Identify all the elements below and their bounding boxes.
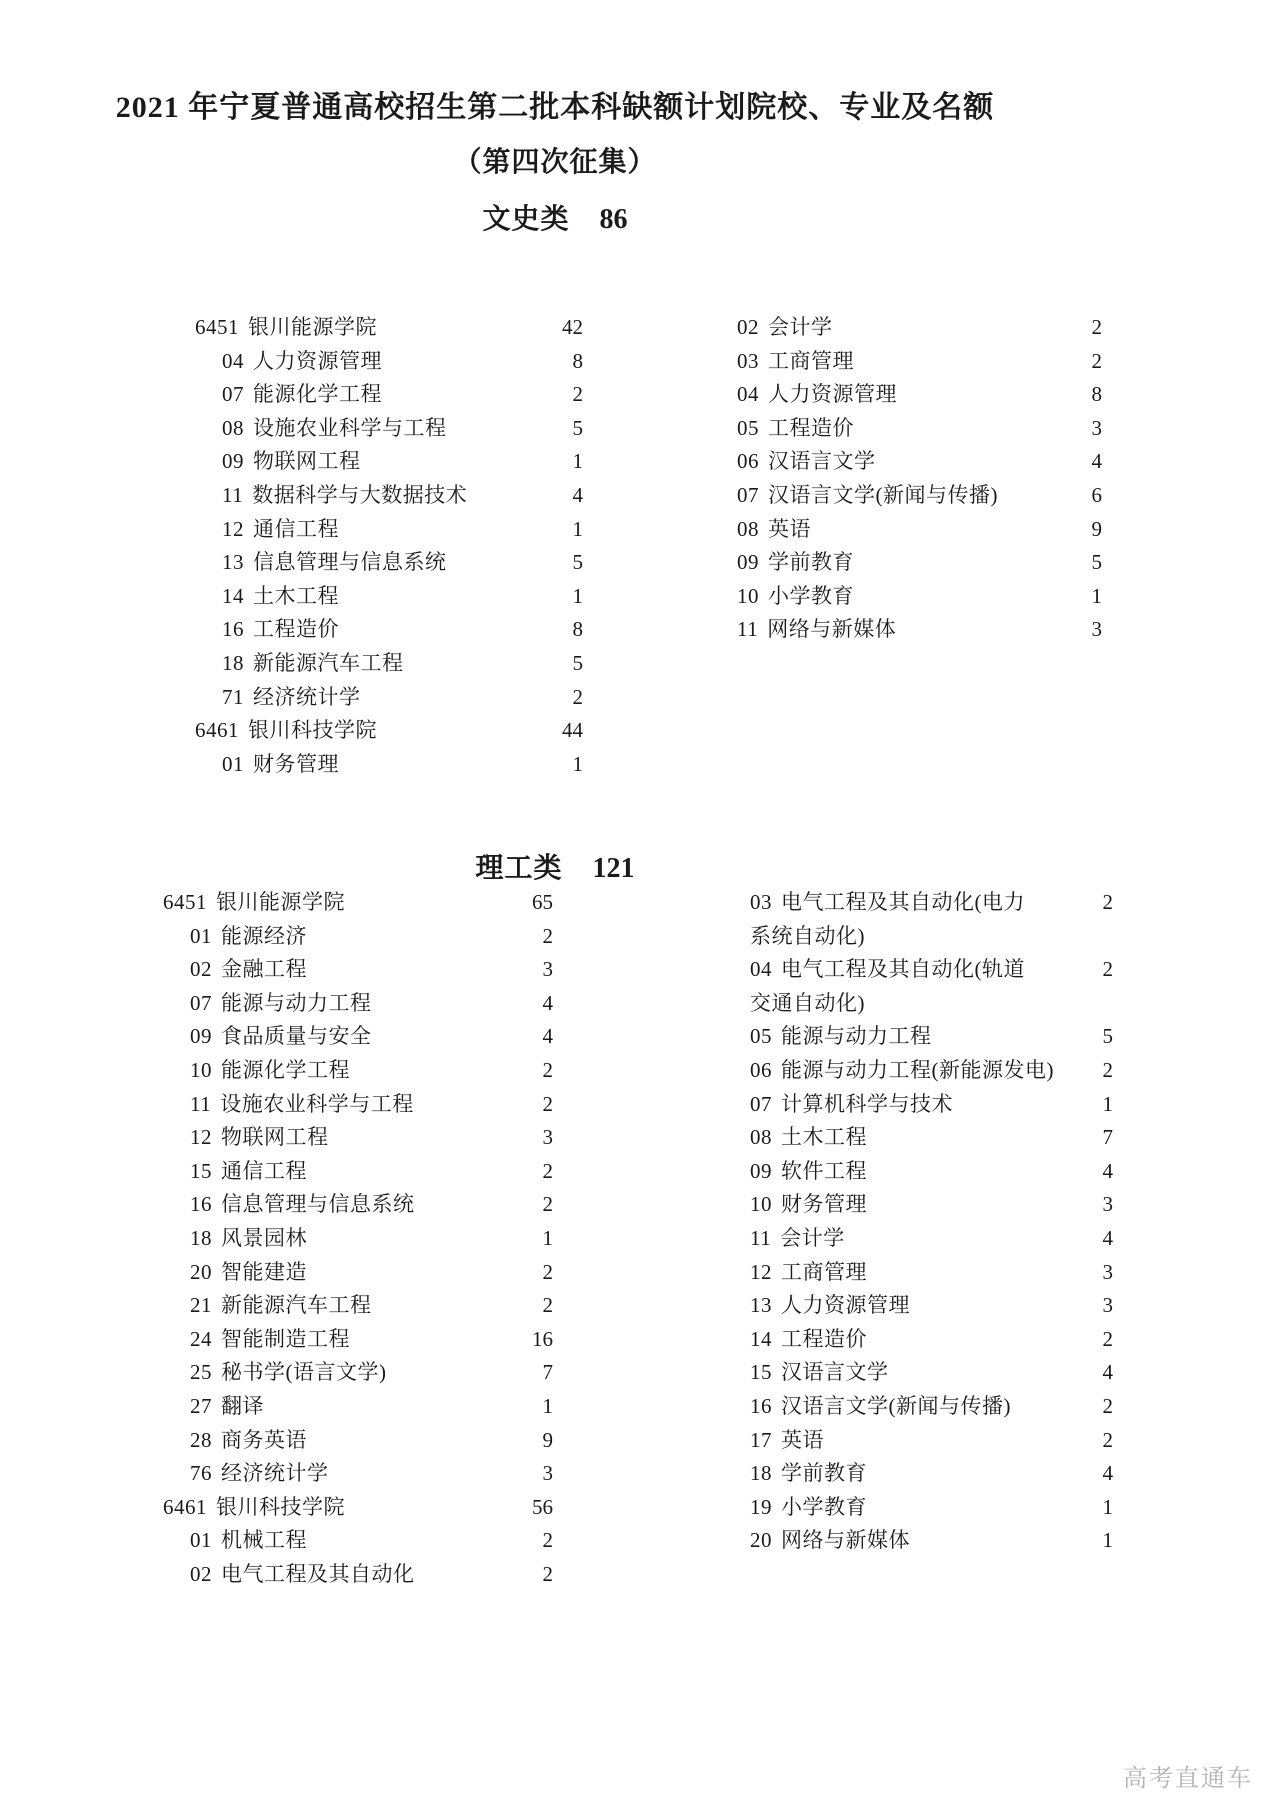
major-row xyxy=(195,681,583,715)
major-row xyxy=(195,445,583,479)
row-count: 2 xyxy=(542,1057,553,1082)
row-code: 71 xyxy=(222,684,244,709)
row-label: 03 工商管理 xyxy=(737,348,854,373)
row-label: 27 翻译 xyxy=(190,1393,264,1418)
row-count: 1 xyxy=(1102,1091,1113,1116)
row-code: 13 xyxy=(750,1293,772,1318)
row-code: 08 xyxy=(737,516,759,541)
row-count: 1 xyxy=(572,583,583,608)
row-code: 10 xyxy=(190,1057,212,1082)
row-code: 20 xyxy=(190,1259,212,1284)
row-label: 20 网络与新媒体 xyxy=(750,1528,910,1553)
row-code: 06 xyxy=(750,1057,772,1082)
row-code: 12 xyxy=(222,516,244,541)
row-count: 56 xyxy=(532,1494,553,1519)
row-count: 1 xyxy=(572,516,583,541)
row-code: 09 xyxy=(190,1024,212,1049)
row-count: 2 xyxy=(1102,1057,1113,1082)
row-code: 11 xyxy=(190,1091,212,1116)
row-count: 2 xyxy=(1102,957,1113,982)
row-count: 16 xyxy=(532,1326,553,1351)
row-label: 11 设施农业科学与工程 xyxy=(190,1091,414,1116)
row-code: 13 xyxy=(222,550,244,575)
row-label: 10 能源化学工程 xyxy=(190,1057,350,1082)
page-subtitle: （第四次征集） xyxy=(453,147,657,178)
major-row xyxy=(737,479,1102,513)
school-row xyxy=(163,886,553,920)
row-code: 15 xyxy=(190,1158,212,1183)
row-count: 4 xyxy=(572,482,583,507)
row-label: 07 计算机科学与技术 xyxy=(750,1091,953,1116)
row-count: 1 xyxy=(1102,1494,1113,1519)
row-count: 65 xyxy=(532,890,553,914)
row-count: 5 xyxy=(1091,550,1102,575)
section-wenshi-total: 86 xyxy=(599,204,628,235)
row-code: 04 xyxy=(750,957,772,982)
row-count: 2 xyxy=(1102,890,1113,914)
wenshi-right-column xyxy=(737,311,1102,647)
row-code: 21 xyxy=(190,1293,212,1318)
row-label: 09 食品质量与安全 xyxy=(190,1024,372,1049)
major-row xyxy=(163,1121,553,1155)
row-label: 11 数据科学与大数据技术 xyxy=(222,482,468,507)
row-count: 3 xyxy=(542,1125,553,1150)
row-code: 6461 xyxy=(163,1494,207,1519)
major-row xyxy=(750,1188,1113,1222)
row-count: 4 xyxy=(1102,1225,1113,1250)
row-count: 4 xyxy=(542,990,553,1015)
major-row xyxy=(163,1323,553,1357)
row-label: 13 信息管理与信息系统 xyxy=(222,550,447,575)
row-label: 16 信息管理与信息系统 xyxy=(190,1192,415,1217)
major-row xyxy=(750,1256,1113,1290)
major-row xyxy=(737,378,1102,412)
major-row xyxy=(163,1457,553,1491)
row-count: 1 xyxy=(1102,1528,1113,1553)
row-label: 13 人力资源管理 xyxy=(750,1293,910,1318)
row-code: 76 xyxy=(190,1461,212,1486)
major-row xyxy=(163,1424,553,1458)
row-count: 4 xyxy=(1091,449,1102,474)
row-label: 01 能源经济 xyxy=(190,923,307,948)
row-code: 02 xyxy=(737,315,759,339)
row-code: 11 xyxy=(750,1225,772,1250)
row-label: 6461 银川科技学院 xyxy=(163,1494,345,1519)
row-count: 8 xyxy=(572,617,583,642)
row-label: 28 商务英语 xyxy=(190,1427,307,1452)
major-row xyxy=(750,1289,1113,1323)
row-count: 3 xyxy=(542,1461,553,1486)
row-count: 5 xyxy=(572,415,583,440)
row-count: 1 xyxy=(542,1225,553,1250)
row-count: 2 xyxy=(542,1192,553,1217)
major-row xyxy=(750,886,1113,953)
row-count: 5 xyxy=(572,550,583,575)
major-row xyxy=(750,1155,1113,1189)
major-row xyxy=(195,345,583,379)
row-label: 24 智能制造工程 xyxy=(190,1326,350,1351)
row-label: 16 工程造价 xyxy=(222,617,339,642)
row-code: 01 xyxy=(190,923,212,948)
major-row xyxy=(737,412,1102,446)
major-row xyxy=(750,1020,1113,1054)
row-code: 16 xyxy=(750,1393,772,1418)
row-count: 3 xyxy=(1102,1192,1113,1217)
row-code: 08 xyxy=(750,1125,772,1150)
row-label: 02 金融工程 xyxy=(190,957,307,982)
row-count: 1 xyxy=(572,449,583,474)
row-count: 3 xyxy=(1091,415,1102,440)
major-row xyxy=(750,1390,1113,1424)
major-row xyxy=(163,1524,553,1558)
row-count: 2 xyxy=(542,1561,553,1586)
row-count: 2 xyxy=(542,1528,553,1553)
major-row xyxy=(163,920,553,954)
row-code: 08 xyxy=(222,415,244,440)
major-row xyxy=(163,1020,553,1054)
major-row xyxy=(195,412,583,446)
row-label: 07 能源化学工程 xyxy=(222,382,382,407)
row-code: 20 xyxy=(750,1528,772,1553)
row-code: 05 xyxy=(737,415,759,440)
row-label: 17 英语 xyxy=(750,1427,824,1452)
row-code: 14 xyxy=(750,1326,772,1351)
major-row xyxy=(737,513,1102,547)
row-count: 4 xyxy=(1102,1461,1113,1486)
row-code: 16 xyxy=(190,1192,212,1217)
row-count: 1 xyxy=(572,751,583,776)
row-label: 06 能源与动力工程(新能源发电) xyxy=(750,1057,1054,1082)
row-count: 4 xyxy=(542,1024,553,1049)
row-label: 14 工程造价 xyxy=(750,1326,867,1351)
row-count: 2 xyxy=(542,1158,553,1183)
row-count: 2 xyxy=(1102,1427,1113,1452)
row-code: 07 xyxy=(190,990,212,1015)
row-count: 2 xyxy=(542,1259,553,1284)
row-label: 6451 银川能源学院 xyxy=(195,315,377,339)
row-label: 14 土木工程 xyxy=(222,583,339,608)
row-code: 17 xyxy=(750,1427,772,1452)
wenshi-left-column xyxy=(195,311,583,781)
major-row xyxy=(750,1424,1113,1458)
row-label: 20 智能建造 xyxy=(190,1259,307,1284)
row-label: 16 汉语言文学(新闻与传播) xyxy=(750,1393,1011,1418)
major-row xyxy=(737,345,1102,379)
row-count: 1 xyxy=(1091,583,1102,608)
row-label: 76 经济统计学 xyxy=(190,1461,329,1486)
row-code: 07 xyxy=(750,1091,772,1116)
row-label: 03 电气工程及其自动化(电力 系统自动化) xyxy=(750,890,1025,948)
row-code: 12 xyxy=(190,1125,212,1150)
row-label: 15 汉语言文学 xyxy=(750,1360,889,1385)
row-label: 18 学前教育 xyxy=(750,1461,867,1486)
row-label: 05 能源与动力工程 xyxy=(750,1024,932,1049)
row-code: 18 xyxy=(190,1225,212,1250)
row-label: 21 新能源汽车工程 xyxy=(190,1293,372,1318)
watermark: 高考直通车 xyxy=(1123,1765,1253,1792)
major-row xyxy=(163,1222,553,1256)
row-label: 10 财务管理 xyxy=(750,1192,867,1217)
row-code: 02 xyxy=(190,957,212,982)
row-count: 9 xyxy=(1091,516,1102,541)
row-code: 6451 xyxy=(195,315,239,339)
section-heading-ligong xyxy=(0,846,1110,886)
page-title: 2021 年宁夏普通高校招生第二批本科缺额计划院校、专业及名额 xyxy=(115,91,995,124)
row-label: 09 物联网工程 xyxy=(222,449,361,474)
row-label: 71 经济统计学 xyxy=(222,684,361,709)
ligong-left-column xyxy=(163,886,553,1591)
major-row xyxy=(737,445,1102,479)
row-label: 01 财务管理 xyxy=(222,751,339,776)
row-count: 2 xyxy=(542,923,553,948)
major-row xyxy=(195,613,583,647)
major-row xyxy=(163,1188,553,1222)
row-label: 12 物联网工程 xyxy=(190,1125,329,1150)
row-label: 08 英语 xyxy=(737,516,811,541)
row-code: 6461 xyxy=(195,718,239,743)
row-count: 5 xyxy=(572,650,583,675)
row-code: 01 xyxy=(222,751,244,776)
row-count: 2 xyxy=(1102,1326,1113,1351)
major-row xyxy=(163,1289,553,1323)
major-row xyxy=(195,513,583,547)
major-row xyxy=(750,953,1113,1020)
row-label: 15 通信工程 xyxy=(190,1158,307,1183)
row-code: 05 xyxy=(750,1024,772,1049)
row-code: 6451 xyxy=(163,890,207,914)
major-row xyxy=(750,1356,1113,1390)
row-code: 11 xyxy=(222,482,244,507)
school-row xyxy=(163,1491,553,1525)
row-label: 25 秘书学(语言文学) xyxy=(190,1360,387,1385)
row-label: 04 人力资源管理 xyxy=(737,382,897,407)
row-label: 04 人力资源管理 xyxy=(222,348,382,373)
row-count: 2 xyxy=(1091,315,1102,339)
row-code: 09 xyxy=(750,1158,772,1183)
row-count: 6 xyxy=(1091,482,1102,507)
major-row xyxy=(163,1088,553,1122)
row-code: 14 xyxy=(222,583,244,608)
row-label: 08 设施农业科学与工程 xyxy=(222,415,447,440)
row-count: 7 xyxy=(1102,1125,1113,1150)
row-label: 11 会计学 xyxy=(750,1225,845,1250)
major-row xyxy=(737,311,1102,345)
row-code: 10 xyxy=(737,583,759,608)
row-code: 04 xyxy=(737,382,759,407)
row-label: 02 会计学 xyxy=(737,315,833,339)
major-row xyxy=(750,1491,1113,1525)
row-code: 09 xyxy=(737,550,759,575)
row-code: 07 xyxy=(222,382,244,407)
row-code: 24 xyxy=(190,1326,212,1351)
major-row xyxy=(163,987,553,1021)
row-label: 12 通信工程 xyxy=(222,516,339,541)
row-count: 5 xyxy=(1102,1024,1113,1049)
row-label: 09 软件工程 xyxy=(750,1158,867,1183)
major-row xyxy=(163,1558,553,1592)
major-row xyxy=(737,613,1102,647)
major-row xyxy=(163,1390,553,1424)
row-count: 8 xyxy=(572,348,583,373)
major-row xyxy=(750,1457,1113,1491)
row-label: 06 汉语言文学 xyxy=(737,449,876,474)
row-label: 6451 银川能源学院 xyxy=(163,890,345,914)
major-row xyxy=(163,1155,553,1189)
row-code: 10 xyxy=(750,1192,772,1217)
row-count: 7 xyxy=(542,1360,553,1385)
row-code: 04 xyxy=(222,348,244,373)
major-row xyxy=(737,580,1102,614)
row-code: 16 xyxy=(222,617,244,642)
major-row xyxy=(163,953,553,987)
row-code: 09 xyxy=(222,449,244,474)
row-count: 8 xyxy=(1091,382,1102,407)
major-row xyxy=(195,546,583,580)
ligong-right-column xyxy=(750,886,1113,1558)
row-code: 15 xyxy=(750,1360,772,1385)
major-row xyxy=(750,1323,1113,1357)
major-row xyxy=(163,1356,553,1390)
major-row xyxy=(163,1256,553,1290)
row-label: 09 学前教育 xyxy=(737,550,854,575)
row-code: 01 xyxy=(190,1528,212,1553)
row-code: 25 xyxy=(190,1360,212,1385)
row-label: 01 机械工程 xyxy=(190,1528,307,1553)
major-row xyxy=(750,1222,1113,1256)
row-code: 19 xyxy=(750,1494,772,1519)
row-count: 1 xyxy=(542,1393,553,1418)
row-code: 12 xyxy=(750,1259,772,1284)
row-count: 3 xyxy=(1091,617,1102,642)
row-count: 44 xyxy=(562,718,583,743)
row-code: 06 xyxy=(737,449,759,474)
major-row xyxy=(195,580,583,614)
major-row xyxy=(195,479,583,513)
major-row xyxy=(750,1121,1113,1155)
section-heading-wenshi xyxy=(0,197,1110,237)
school-row xyxy=(195,714,583,748)
row-code: 02 xyxy=(190,1561,212,1586)
row-label: 12 工商管理 xyxy=(750,1259,867,1284)
row-count: 2 xyxy=(1091,348,1102,373)
row-code: 27 xyxy=(190,1393,212,1418)
row-count: 2 xyxy=(572,684,583,709)
row-label: 02 电气工程及其自动化 xyxy=(190,1561,415,1586)
row-label: 07 汉语言文学(新闻与传播) xyxy=(737,482,998,507)
row-code: 03 xyxy=(750,890,772,914)
row-label: 19 小学教育 xyxy=(750,1494,867,1519)
row-label: 07 能源与动力工程 xyxy=(190,990,372,1015)
row-label: 10 小学教育 xyxy=(737,583,854,608)
row-code: 18 xyxy=(222,650,244,675)
major-row xyxy=(737,546,1102,580)
row-code: 07 xyxy=(737,482,759,507)
row-label: 18 新能源汽车工程 xyxy=(222,650,404,675)
major-row xyxy=(163,1054,553,1088)
row-count: 2 xyxy=(542,1293,553,1318)
row-count: 3 xyxy=(1102,1293,1113,1318)
row-count: 9 xyxy=(542,1427,553,1452)
row-count: 3 xyxy=(1102,1259,1113,1284)
major-row xyxy=(195,748,583,782)
row-code: 11 xyxy=(737,617,759,642)
major-row xyxy=(195,647,583,681)
section-wenshi-label: 文史类 xyxy=(482,204,570,235)
major-row xyxy=(750,1524,1113,1558)
row-label: 18 风景园林 xyxy=(190,1225,307,1250)
major-row xyxy=(195,378,583,412)
row-count: 2 xyxy=(1102,1393,1113,1418)
row-label: 05 工程造价 xyxy=(737,415,854,440)
section-ligong-total: 121 xyxy=(592,853,635,884)
school-row xyxy=(195,311,583,345)
row-label: 11 网络与新媒体 xyxy=(737,617,897,642)
row-count: 4 xyxy=(1102,1360,1113,1385)
row-count: 2 xyxy=(542,1091,553,1116)
row-count: 3 xyxy=(542,957,553,982)
row-label: 6461 银川科技学院 xyxy=(195,718,377,743)
row-label: 04 电气工程及其自动化(轨道 交通自动化) xyxy=(750,957,1025,1015)
row-code: 18 xyxy=(750,1461,772,1486)
row-count: 4 xyxy=(1102,1158,1113,1183)
major-row xyxy=(750,1054,1113,1088)
section-ligong-label: 理工类 xyxy=(475,853,563,884)
row-code: 03 xyxy=(737,348,759,373)
row-code: 28 xyxy=(190,1427,212,1452)
major-row xyxy=(750,1088,1113,1122)
row-label: 08 土木工程 xyxy=(750,1125,867,1150)
row-count: 2 xyxy=(572,382,583,407)
row-count: 42 xyxy=(562,315,583,339)
